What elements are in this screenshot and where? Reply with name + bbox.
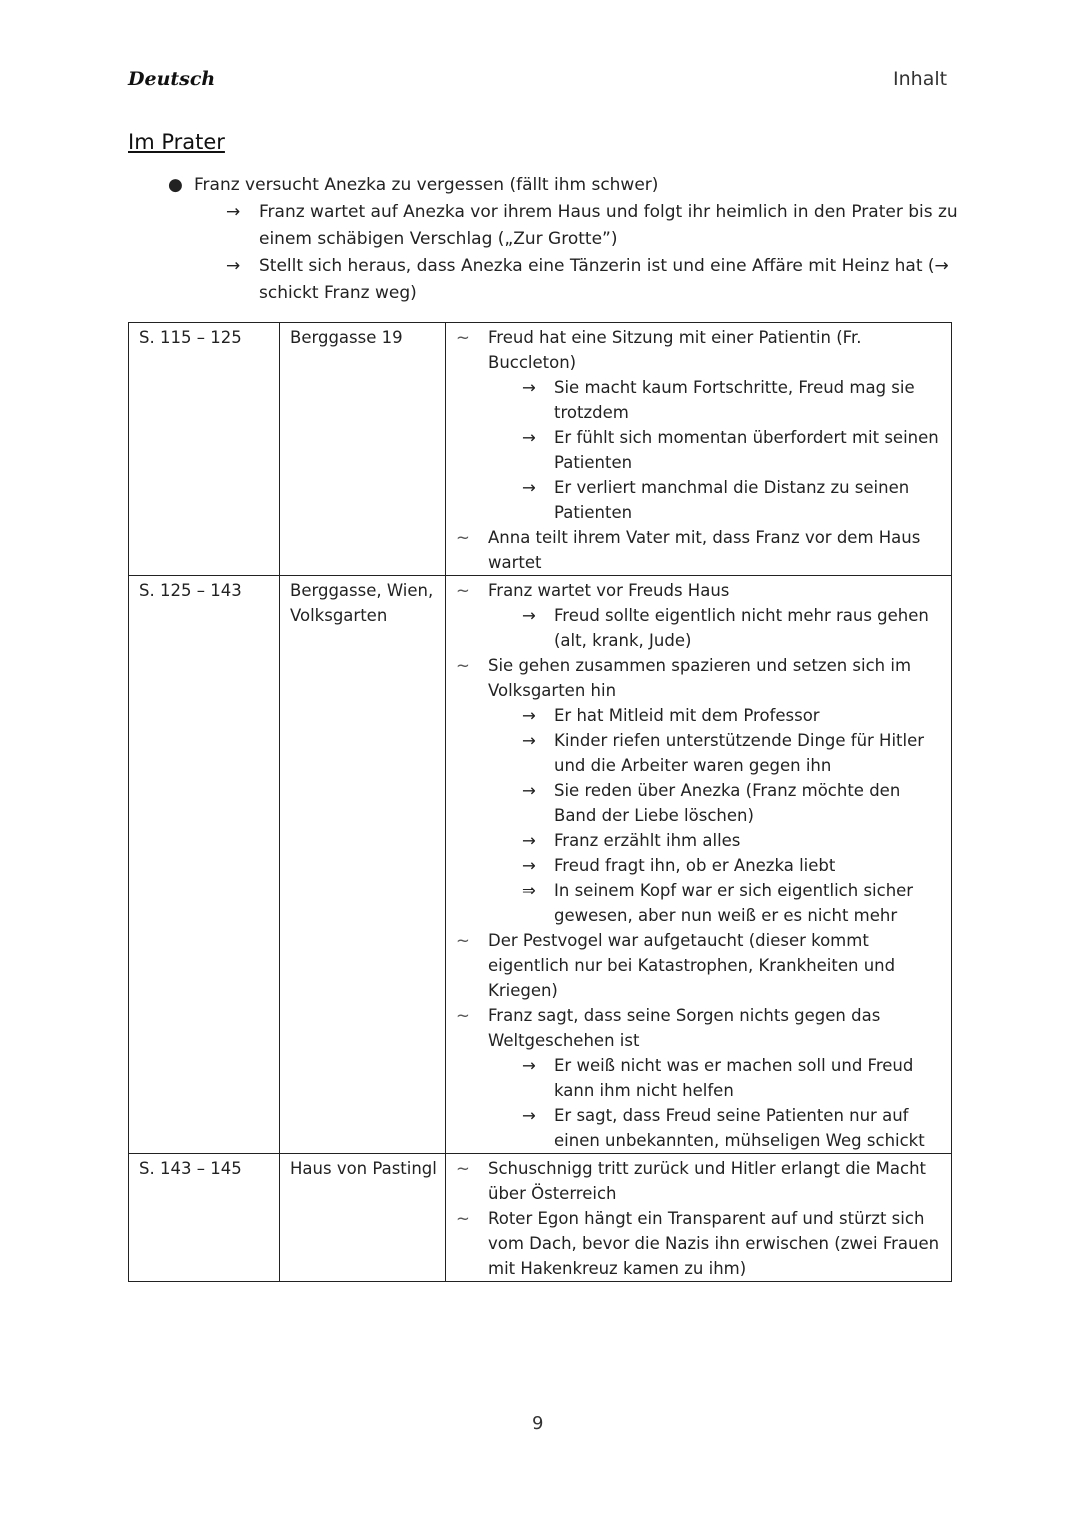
arrow-icon: → — [522, 731, 536, 750]
tilde-icon: ~ — [456, 1209, 470, 1228]
point-text: Schuschnigg tritt zurück und Hitler erlangt die Macht über Österreich — [488, 1159, 927, 1203]
tilde-icon: ~ — [456, 931, 470, 950]
point-text: Anna teilt ihrem Vater mit, dass Franz vor dem Haus wartet — [488, 528, 921, 572]
point-text: Der Pestvogel war aufgetaucht (dieser kommt eigentlich nur bei Katastrophen, Krankheiten und Kriegen) — [488, 931, 896, 1000]
sub-text: Er hat Mitleid mit dem Professor — [554, 706, 820, 725]
sub-item — [522, 778, 943, 828]
sub-text: Franz erzählt ihm alles — [554, 831, 741, 850]
sub-item — [522, 603, 943, 653]
table-row — [129, 1154, 952, 1282]
arrow-icon: → — [522, 428, 536, 447]
table-row — [129, 576, 952, 1154]
sub-text: Freud fragt ihn, ob er Anezka liebt — [554, 856, 836, 875]
summary-table — [128, 322, 952, 1282]
sub-item — [522, 1103, 943, 1153]
list-item — [456, 1003, 943, 1053]
intro-arrow-item — [226, 253, 968, 307]
list-item — [456, 325, 943, 375]
sub-text: Kinder riefen unterstützende Dinge für Hitler und die Arbeiter waren gegen ihn — [554, 731, 925, 775]
place-cell: Berggasse, Wien, Volksgarten — [280, 576, 446, 1154]
page-range: S. 115 – 125 — [129, 323, 280, 576]
intro-bullet — [168, 172, 968, 199]
section-label: Inhalt — [893, 68, 948, 90]
tilde-icon: ~ — [456, 328, 470, 347]
page-number: 9 — [532, 1413, 544, 1434]
sub-item — [522, 475, 943, 525]
section-title: Im Prater — [128, 130, 225, 154]
intro-bullet-text: Franz versucht Anezka zu vergessen (fällt ihm schwer) — [194, 175, 659, 195]
sub-text: Er weiß nicht was er machen soll und Freud kann ihm nicht helfen — [554, 1056, 914, 1100]
list-item — [456, 1156, 943, 1206]
arrow-icon: → — [226, 256, 241, 276]
arrow-icon: → — [522, 781, 536, 800]
place-cell: Haus von Pastingl — [280, 1154, 446, 1282]
arrow-icon: → — [226, 202, 241, 222]
bullet-icon: ● — [168, 175, 183, 195]
arrow-icon: → — [522, 831, 536, 850]
table-row — [129, 323, 952, 576]
tilde-icon: ~ — [456, 581, 470, 600]
arrow-icon: → — [522, 706, 536, 725]
sub-text: Er fühlt sich momentan überfordert mit seinen Patienten — [554, 428, 939, 472]
sub-item — [522, 1053, 943, 1103]
arrow-icon: → — [522, 1056, 536, 1075]
arrow-icon: → — [522, 1106, 536, 1125]
arrow-icon: → — [522, 856, 536, 875]
intro-arrow-item — [226, 199, 968, 253]
list-item — [456, 578, 943, 603]
sub-item — [522, 728, 943, 778]
list-item — [456, 653, 943, 703]
sub-item — [522, 703, 943, 728]
content-cell — [446, 576, 952, 1154]
intro-list — [168, 172, 968, 307]
point-text: Roter Egon hängt ein Transparent auf und stürzt sich vom Dach, bevor die Nazis ihn erwischen (zwei Frauen mit Hakenkreuz kamen zu ihm) — [488, 1209, 940, 1278]
sub-text: Sie reden über Anezka (Franz möchte den Band der Liebe löschen) — [554, 781, 901, 825]
page-range: S. 143 – 145 — [129, 1154, 280, 1282]
list-item — [456, 525, 943, 575]
sub-text: Sie macht kaum Fortschritte, Freud mag sie trotzdem — [554, 378, 915, 422]
sub-text: Er sagt, dass Freud seine Patienten nur auf einen unbekannten, mühseligen Weg schickt — [554, 1106, 925, 1150]
sub-text: Freud sollte eigentlich nicht mehr raus gehen (alt, krank, Jude) — [554, 606, 929, 650]
sub-item — [522, 425, 943, 475]
sub-text: Er verliert manchmal die Distanz zu seinen Patienten — [554, 478, 910, 522]
sub-item — [522, 375, 943, 425]
tilde-icon: ~ — [456, 656, 470, 675]
tilde-icon: ~ — [456, 1006, 470, 1025]
content-cell — [446, 1154, 952, 1282]
intro-arrow-text: Franz wartet auf Anezka vor ihrem Haus und folgt ihr heimlich in den Prater bis zu einem schäbigen Verschlag („Zur Grotte”) — [259, 202, 958, 249]
subject-label: Deutsch — [128, 68, 216, 90]
point-text: Franz sagt, dass seine Sorgen nichts gegen das Weltgeschehen ist — [488, 1006, 881, 1050]
sub-text: In seinem Kopf war er sich eigentlich sicher gewesen, aber nun weiß er es nicht mehr — [554, 881, 914, 925]
sub-item — [522, 878, 943, 928]
content-cell — [446, 323, 952, 576]
double-arrow-icon: ⇒ — [522, 881, 536, 900]
page-range: S. 125 – 143 — [129, 576, 280, 1154]
point-text: Sie gehen zusammen spazieren und setzen sich im Volksgarten hin — [488, 656, 912, 700]
list-item — [456, 928, 943, 1003]
place-cell: Berggasse 19 — [280, 323, 446, 576]
sub-item — [522, 828, 943, 853]
tilde-icon: ~ — [456, 1159, 470, 1178]
sub-item — [522, 853, 943, 878]
list-item — [456, 1206, 943, 1281]
intro-arrow-text: Stellt sich heraus, dass Anezka eine Tänzerin ist und eine Affäre mit Heinz hat (→ schickt Franz weg) — [259, 256, 949, 303]
arrow-icon: → — [522, 478, 536, 497]
tilde-icon: ~ — [456, 528, 470, 547]
point-text: Freud hat eine Sitzung mit einer Patientin (Fr. Buccleton) — [488, 328, 862, 372]
arrow-icon: → — [522, 606, 536, 625]
arrow-icon: → — [522, 378, 536, 397]
point-text: Franz wartet vor Freuds Haus — [488, 581, 730, 600]
